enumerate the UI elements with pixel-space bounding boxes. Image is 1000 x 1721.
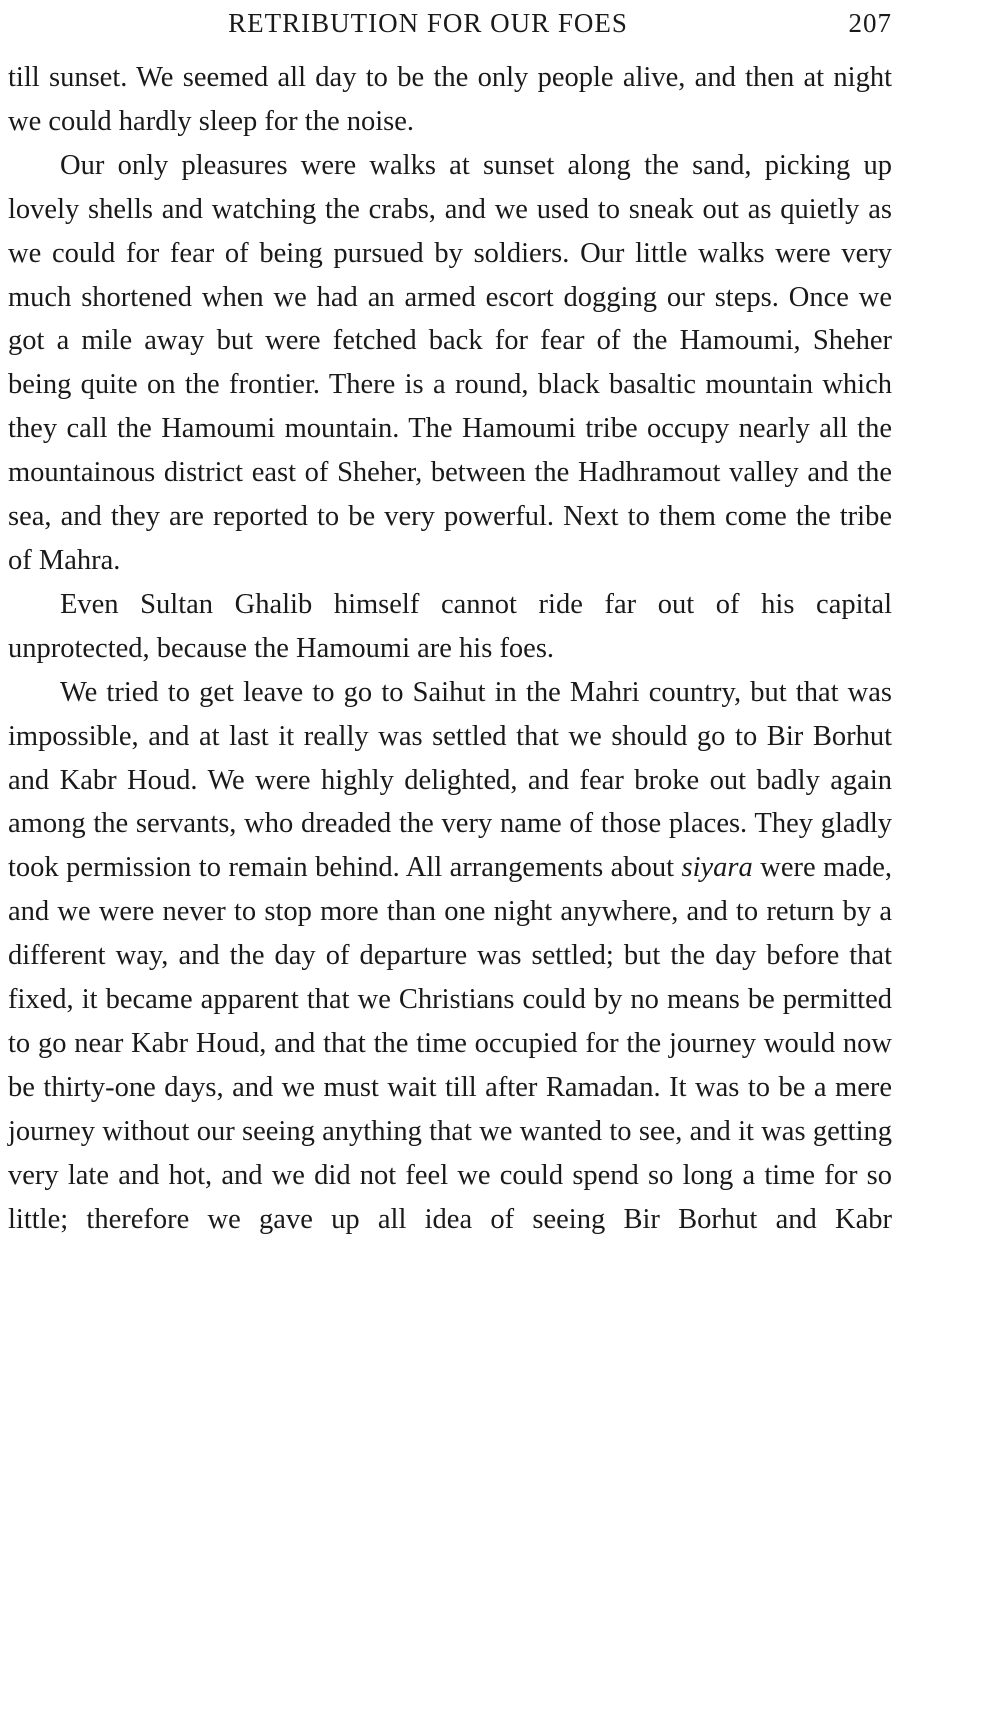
paragraph-4-part-2: were made, and we were never to stop more than one night anywhere, and to return by a different way, and the day of departure was settled; but the day before that fixed, it became apparent that we Christians could by no means be permitted to go near Kabr Houd, and that the time occupied for the journey would now be thirty-one days, and we must wait till after Ramadan. It was to be a mere journey without our seeing anything that we wanted to see, and it was getting very late and hot, and we did not feel we could spend so long a time for so little; therefore we gave up all idea of seeing Bir Borhut and Kabr	[8, 852, 893, 1235]
paragraph-1: till sunset. We seemed all day to be the only people alive, and then at night we could hardly sleep for the noise.	[8, 62, 892, 137]
body-text	[8, 56, 892, 1241]
running-title: RETRIBUTION FOR OUR FOES	[228, 8, 628, 38]
paragraph-2: Our only pleasures were walks at sunset along the sand, picking up lovely shells and watching the crabs, and we used to sneak out as quietly as we could for fear of being pursued by soldiers. Our little walks were very much shortened when we had an armed escort dogging our steps. Once we got a mile away but were fetched back for fear of the Hamoumi, Sheher being quite on the frontier. There is a round, black basaltic mountain which they call the Hamoumi mountain. The Hamoumi tribe occupy nearly all the mountainous district east of Sheher, between the Hadhramout valley and the sea, and they are reported to be very powerful. Next to them come the tribe of Mahra.	[8, 149, 892, 576]
book-page	[8, 0, 892, 1721]
paragraph-4-part-1: We tried to get leave to go to Saihut in the Mahri country, but that was impossible, and at last it really was settled that we should go to Bir Borhut and Kabr Houd. We were highly delighted, and fear broke out badly again among the servants, who dreaded the very name of those places. They gladly took permission to remain behind. All arrangements about	[8, 676, 892, 884]
paragraph-3: Even Sultan Ghalib himself cannot ride far out of his capital unprotected, because the Hamoumi are his foes.	[8, 588, 892, 664]
italic-term-siyara: siyara	[681, 852, 753, 884]
paragraph-4	[8, 671, 892, 1242]
page-number: 207	[848, 8, 892, 38]
running-header	[8, 0, 892, 56]
